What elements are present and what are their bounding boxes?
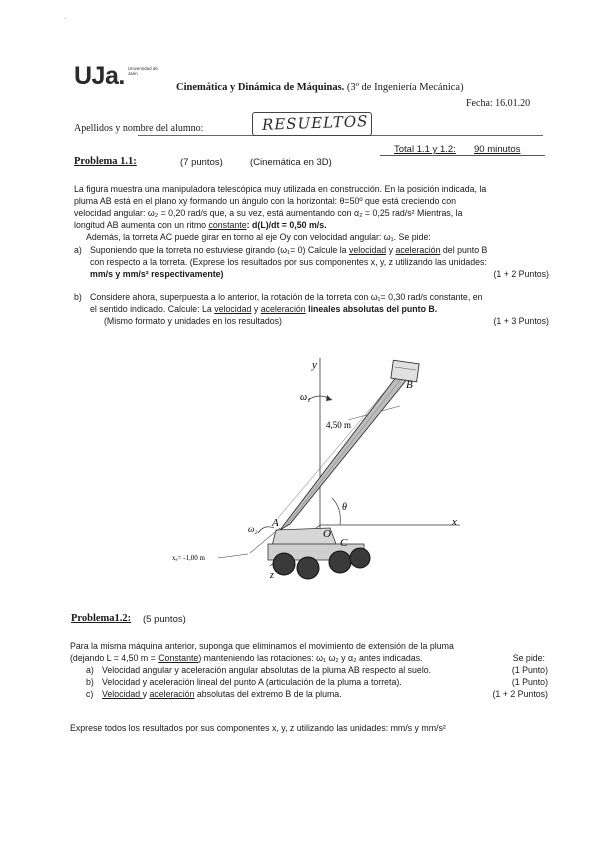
point-A-label: A: [272, 517, 279, 529]
x-axis-label: x: [452, 516, 457, 528]
p12-intro-line-2: (dejando L = 4,50 m = Constante) manteniendo las rotaciones: ω₁ ω₂ y α₂ antes indicadas. Se pide:: [70, 653, 545, 663]
total-time-value: 90 minutos: [474, 144, 521, 155]
scan-mark: ·: [64, 14, 67, 23]
course-title-bold: Cinemática y Dinámica de Máquinas.: [176, 82, 345, 93]
theta-arc: [332, 498, 340, 525]
p12-se-pide: Se pide:: [512, 653, 545, 663]
omega1-arrowhead-icon: [326, 395, 332, 401]
intro-line-3: velocidad angular: ω₂ = 0,20 rad/s que, a su vez, está aumentando con α₂ = 0,25 rad/s² Mientras, la: [74, 208, 463, 218]
problem-1-1-part-b: [74, 291, 549, 327]
intro-line-5: Además, la torreta AC puede girar en torno al eje Oy con velocidad angular: ω₁. Se pide:: [86, 232, 431, 242]
omega1-label: ω₁: [300, 392, 311, 403]
p12-part-c: c) Velocidad y aceleración absolutas del extremo B de la pluma. (1 + 2 Puntos): [86, 689, 548, 699]
xa-dimension-line: [218, 554, 248, 558]
platform-basket: [391, 360, 419, 381]
xa-dimension-label: xₐ= -1,00 m: [172, 554, 205, 562]
z-axis-label: z: [270, 570, 274, 581]
part-b-line-1: Considere ahora, superpuesta a lo anterior, la rotación de la torreta con ω₁= 0,30 rad/s constante, en: [90, 292, 483, 302]
length-dimension-line: [278, 376, 398, 518]
student-name-label: Apellidos y nombre del alumno:: [74, 123, 204, 134]
wheel-front-right: [297, 557, 319, 579]
problem-1-2-title: Problema1.2:: [71, 613, 132, 624]
y-axis-label: y: [312, 359, 317, 371]
university-logo: [74, 64, 162, 88]
part-b-line-2: el sentido indicado. Calcule: La velocidad y aceleración lineales absolutas del punto B.: [90, 304, 438, 314]
p12-part-b-points: (1 Punto): [511, 677, 548, 687]
p12-part-b: b) Velocidad y aceleración lineal del punto A (articulación de la pluma a torreta). (1 Punto): [86, 677, 548, 687]
problem-1-1-part-a: [74, 244, 549, 280]
problem-1-2-points: (5 puntos): [143, 614, 186, 625]
telescopic-handler-figure: [172, 348, 480, 593]
p12-intro-line-1: Para la misma máquina anterior, suponga que eliminamos el movimiento de extensión de la pluma: [70, 641, 454, 651]
part-a-line-1: Suponiendo que la torreta no estuviese girando (ω₁= 0) Calcule la velocidad y aceleración del punto B: [90, 245, 488, 255]
wheel-rear-left: [329, 551, 351, 573]
part-a-line-2: con respecto a la torreta. (Exprese los resultados por sus componentes x, y, z utilizando las unidades:: [90, 257, 487, 267]
theta-label: θ: [342, 502, 347, 513]
total-time-rule: [380, 155, 545, 156]
intro-line-1: La figura muestra una manipuladora telescópica muy utilizada en construcción. En la posición indicada, la: [74, 184, 487, 194]
problem-1-1-subtitle: (Cinemática en 3D): [250, 157, 332, 168]
p12-part-a: a) Velocidad angular y aceleración angular absolutas de la pluma AB respecto al suelo. (1 Punto): [86, 665, 548, 675]
intro-line-4: longitud AB aumenta con un ritmo constante: d(L)/dt = 0,50 m/s.: [74, 220, 327, 230]
part-a-points: (1 + 2 Puntos): [493, 269, 549, 279]
wheel-rear-right: [350, 548, 370, 568]
student-name-value: RESUELTOS: [261, 112, 369, 134]
wheel-front-left: [273, 553, 295, 575]
boom-length-label: 4,50 m: [326, 420, 352, 430]
part-b-line-3: (Mismo formato y unidades en los resultados) (1 + 3 Puntos): [104, 316, 549, 326]
exam-date: Fecha: 16.01.20: [466, 98, 531, 109]
omega2-label: ω₂: [248, 524, 258, 534]
part-b-marker: b): [74, 292, 82, 302]
point-B-label: B: [406, 379, 413, 391]
course-title: [176, 82, 464, 93]
logo-subtext: Universidad de Jaén: [127, 66, 158, 76]
course-title-suffix: (3º de Ingeniería Mecánica): [344, 82, 464, 93]
problem-1-1-intro: [74, 183, 554, 243]
part-a-line-3: mm/s y mm/s² respectivamente) (1 + 2 Puntos): [90, 269, 549, 279]
p12-part-c-points: (1 + 2 Puntos): [492, 689, 548, 699]
problem-1-2-footer: Exprese todos los resultados por sus componentes x, y, z utilizando las unidades: mm/s y mm/s²: [70, 723, 446, 733]
part-a-marker: a): [74, 245, 82, 255]
part-b-points: (1 + 3 Puntos): [493, 316, 549, 326]
total-time-label: Total 1.1 y 1.2:: [394, 144, 456, 155]
point-C-label: C: [340, 537, 348, 549]
problem-1-2-parts: [86, 664, 548, 700]
problem-1-1-points: (7 puntos): [180, 157, 223, 168]
intro-line-2: pluma AB está en el plano xy formando un ángulo con la horizontal: θ=50º que está creciendo con: [74, 196, 456, 206]
problem-1-1-title: Problema 1.1:: [74, 156, 137, 167]
problem-1-2-intro: [70, 640, 545, 664]
p12-part-a-points: (1 Punto): [511, 665, 548, 675]
logo-text: UJa.: [74, 62, 125, 90]
point-O-label: O: [323, 528, 331, 540]
